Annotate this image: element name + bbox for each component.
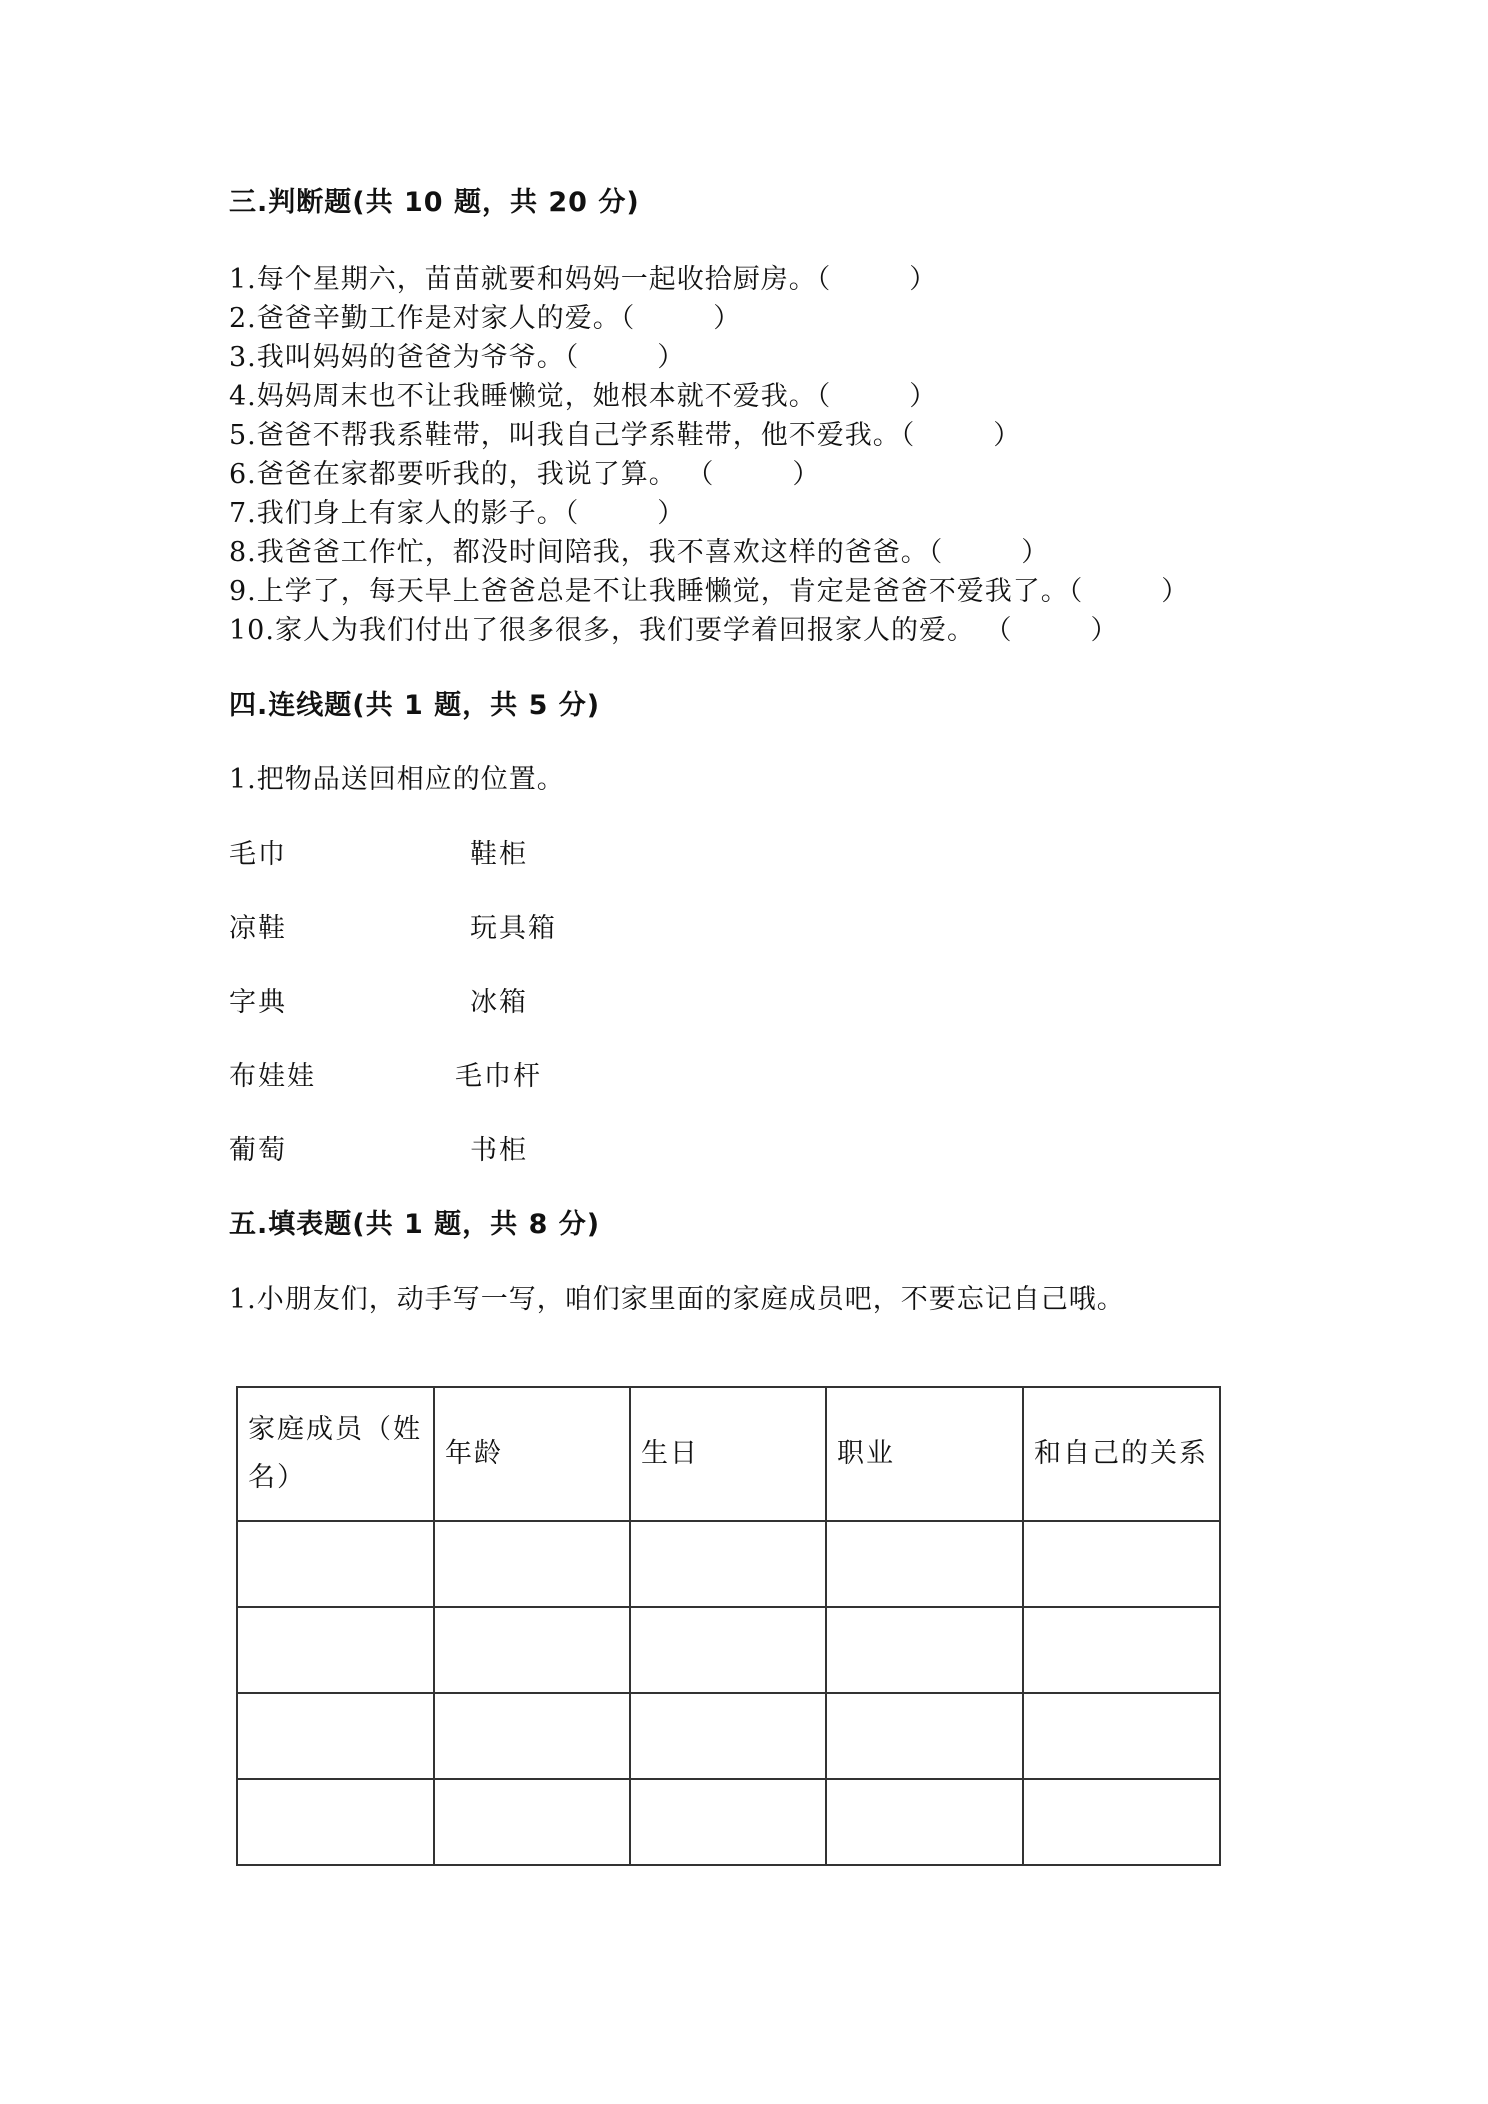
- judgment-item-text: 10.家人为我们付出了很多很多，我们要学着回报家人的爱。 （: [229, 615, 1013, 646]
- answer-paren-close: ）: [792, 459, 821, 490]
- judgment-item-text: 7.我们身上有家人的影子。（: [229, 498, 580, 529]
- table-cell-blank[interactable]: [630, 1607, 826, 1693]
- table-header-row: [237, 1387, 1220, 1521]
- table-cell-blank[interactable]: [630, 1693, 826, 1779]
- table-cell-blank[interactable]: [826, 1693, 1023, 1779]
- judgment-item-1: [229, 257, 937, 296]
- answer-paren-close: ）: [657, 498, 686, 529]
- matching-question: 1.把物品送回相应的位置。: [229, 764, 565, 795]
- judgment-item-3: [229, 335, 685, 374]
- table-row: [237, 1521, 1220, 1607]
- matching-right-item[interactable]: 书柜: [470, 1135, 528, 1166]
- column-header-age: 年龄: [434, 1387, 630, 1521]
- judgment-item-text: 3.我叫妈妈的爸爸为爷爷。（: [229, 342, 580, 373]
- column-header-occupation: 职业: [826, 1387, 1023, 1521]
- column-header-member-name: 家庭成员（姓名）: [237, 1387, 434, 1521]
- table-cell-blank[interactable]: [1023, 1521, 1220, 1607]
- matching-left-item[interactable]: 布娃娃: [229, 1061, 316, 1092]
- column-header-relationship: 和自己的关系: [1023, 1387, 1220, 1521]
- matching-right-item[interactable]: 毛巾杆: [455, 1061, 542, 1092]
- table-cell-blank[interactable]: [237, 1779, 434, 1865]
- table-row: [237, 1779, 1220, 1865]
- answer-paren-close: ）: [909, 264, 938, 295]
- judgment-item-text: 5.爸爸不帮我系鞋带，叫我自己学系鞋带，他不爱我。（: [229, 420, 916, 451]
- judgment-item-9: [229, 569, 1189, 608]
- table-cell-blank[interactable]: [434, 1521, 630, 1607]
- table-cell-blank[interactable]: [826, 1607, 1023, 1693]
- table-cell-blank[interactable]: [434, 1607, 630, 1693]
- table-cell-blank[interactable]: [434, 1779, 630, 1865]
- judgment-item-8: [229, 530, 1049, 569]
- matching-left-item[interactable]: 毛巾: [229, 839, 287, 870]
- matching-right-item[interactable]: 鞋柜: [470, 839, 528, 870]
- matching-right-item[interactable]: 玩具箱: [470, 913, 557, 944]
- table-cell-blank[interactable]: [434, 1693, 630, 1779]
- judgment-item-6: [229, 452, 820, 491]
- column-header-birthday: 生日: [630, 1387, 826, 1521]
- table-cell-blank[interactable]: [826, 1521, 1023, 1607]
- judgment-item-10: [229, 608, 1119, 647]
- judgment-item-text: 6.爸爸在家都要听我的，我说了算。 （: [229, 459, 715, 490]
- answer-paren-close: ）: [993, 420, 1022, 451]
- judgment-item-text: 1.每个星期六，苗苗就要和妈妈一起收拾厨房。（: [229, 264, 832, 295]
- table-question: 1.小朋友们，动手写一写，咱们家里面的家庭成员吧，不要忘记自己哦。: [229, 1284, 1125, 1315]
- section-4-title: 四.连线题(共 1 题，共 5 分): [229, 690, 601, 721]
- table-cell-blank[interactable]: [1023, 1693, 1220, 1779]
- judgment-item-text: 4.妈妈周末也不让我睡懒觉，她根本就不爱我。（: [229, 381, 832, 412]
- table-cell-blank[interactable]: [1023, 1607, 1220, 1693]
- judgment-item-text: 2.爸爸辛勤工作是对家人的爱。（: [229, 303, 636, 334]
- answer-paren-close: ）: [657, 342, 686, 373]
- matching-left-item[interactable]: 字典: [229, 987, 287, 1018]
- judgment-item-4: [229, 374, 937, 413]
- matching-left-item[interactable]: 凉鞋: [229, 913, 287, 944]
- table-cell-blank[interactable]: [237, 1607, 434, 1693]
- table-cell-blank[interactable]: [1023, 1779, 1220, 1865]
- judgment-item-7: [229, 491, 685, 530]
- judgment-item-text: 9.上学了，每天早上爸爸总是不让我睡懒觉，肯定是爸爸不爱我了。（: [229, 576, 1084, 607]
- matching-right-item[interactable]: 冰箱: [470, 987, 528, 1018]
- table-row: [237, 1693, 1220, 1779]
- table-cell-blank[interactable]: [237, 1521, 434, 1607]
- answer-paren-close: ）: [1090, 615, 1119, 646]
- table-cell-blank[interactable]: [630, 1521, 826, 1607]
- answer-paren-close: ）: [909, 381, 938, 412]
- judgment-item-5: [229, 413, 1021, 452]
- answer-paren-close: ）: [1161, 576, 1190, 607]
- judgment-item-text: 8.我爸爸工作忙，都没时间陪我，我不喜欢这样的爸爸。（: [229, 537, 944, 568]
- answer-paren-close: ）: [1021, 537, 1050, 568]
- section-3-title: 三.判断题(共 10 题，共 20 分): [229, 187, 640, 218]
- table-cell-blank[interactable]: [826, 1779, 1023, 1865]
- section-5-title: 五.填表题(共 1 题，共 8 分): [229, 1209, 601, 1240]
- answer-paren-close: ）: [713, 303, 742, 334]
- family-members-table: [236, 1386, 1221, 1866]
- judgment-item-2: [229, 296, 741, 335]
- table-cell-blank[interactable]: [630, 1779, 826, 1865]
- matching-left-item[interactable]: 葡萄: [229, 1135, 287, 1166]
- table-row: [237, 1607, 1220, 1693]
- table-cell-blank[interactable]: [237, 1693, 434, 1779]
